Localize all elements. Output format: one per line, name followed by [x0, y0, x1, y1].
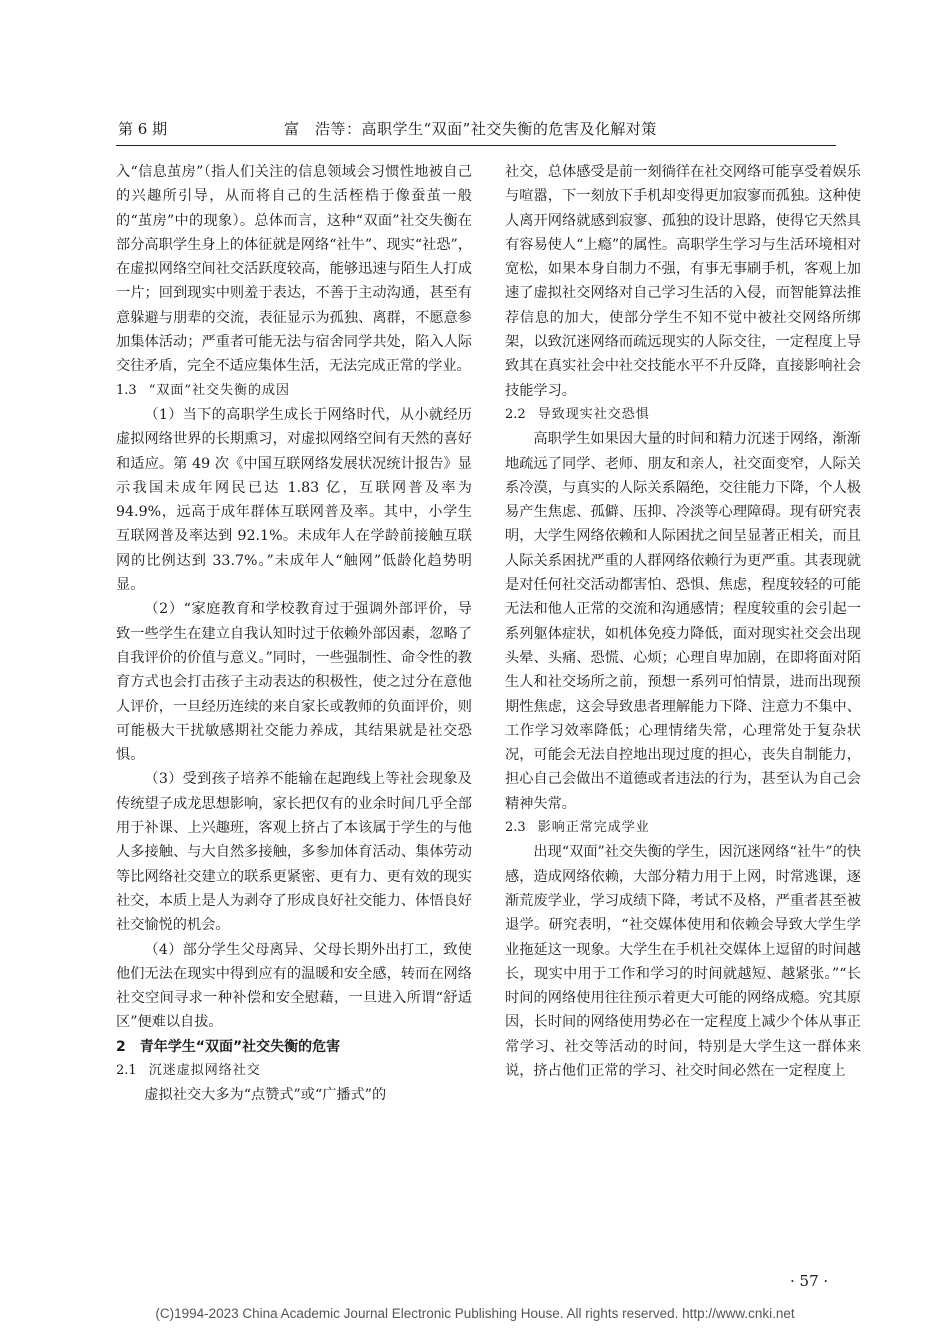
- paragraph: （1）当下的高职学生成长于网络时代，从小就经历虚拟网络世界的长期熏习，对虚拟网络空间有天然的喜好和适应。第 49 次《中国互联网络发展状况统计报告》显示我国未成年网民已达 1.83 亿，互联网普及率为 94.9%，远高于成年群体互联网普及率。其中，小学生互联网普及率达到 92.1%。未成年人在学龄前接触互联网的比例达到 33.7%。”未成年人“触网”低龄化趋势明显。: [116, 406, 472, 594]
- right-column: [505, 160, 861, 1083]
- copyright-footer: (C)1994-2023 China Academic Journal Electronic Publishing House. All rights reserved. http://www.cnki.net: [155, 1306, 795, 1321]
- section-title: 影响正常完成学业: [537, 820, 650, 836]
- section-heading-2-3: [505, 816, 861, 840]
- paragraph: 虚拟社交大多为“点赞式”或“广播式”的: [144, 1087, 387, 1104]
- section-number: 2.3: [505, 820, 526, 836]
- section-heading-2-1: [116, 1059, 472, 1083]
- section-number: 2.1: [116, 1062, 137, 1078]
- paragraph: 出现“双面”社交失衡的学生，因沉迷网络“社牛”的快感，造成网络依赖，大部分精力用于上网，时常逃课，逐渐荒废学业，学习成绩下降，考试不及格，严重者甚至被退学。研究表明，“社交媒体使用和依赖会导致大学生学业拖延这一现象。大学生在手机社交媒体上逗留的时间越长，现实中用于工作和学习的时间就越短、越紧张。”“长时间的网络使用往往预示着更大可能的网络成瘾。究其原因，长时间的网络使用势必在一定程度上减少个体从事正常学习、社交等活动的时间，特别是大学生这一群体来说，挤占他们正常的学习、社交时间必然在一定程度上: [505, 844, 861, 1079]
- paragraph: （4）部分学生父母离异、父母长期外出打工，致使他们无法在现实中得到应有的温暖和安全感，转而在网络社交空间寻求一种补偿和安全慰藉，一旦进入所谓“舒适区”便难以自拔。: [116, 941, 472, 1031]
- header-rule: [116, 145, 836, 146]
- section-heading-1-3: [116, 379, 472, 403]
- section-number: 2: [116, 1038, 126, 1055]
- section-heading-2-2: [505, 403, 861, 427]
- running-title: 富 浩等：高职学生“双面”社交失衡的危害及化解对策: [284, 120, 657, 138]
- section-title: 青年学生“双面”社交失衡的危害: [139, 1038, 341, 1055]
- section-title: “双面”社交失衡的成因: [148, 382, 290, 398]
- paragraph: （2）“家庭教育和学校教育过于强调外部评价，导致一些学生在建立自我认知时过于依赖外部因素，忽略了自我评价的价值与意义。”同时，一些强制性、命令性的教育方式也会打击孩子主动表达的积极性，使之过分在意他人评价，一旦经历连续的来自家长或教师的负面评价，则可能极大干扰敏感期社交能力养成，其结果就是社交恐惧。: [116, 601, 472, 764]
- paragraph: （3）受到孩子培养不能输在起跑线上等社会现象及传统望子成龙思想影响，家长把仅有的业余时间几乎全部用于补课、上兴趣班，客观上挤占了本该属于学生的与他人多接触、与大自然多接触，多参加体育活动、集体劳动等比网络社交建立的联系更紧密、更有力、更有效的现实社交，本质上是人为剥夺了形成良好社交能力、体悟良好社交愉悦的机会。: [116, 771, 472, 934]
- issue-label: 第 6 期: [118, 120, 168, 138]
- section-title: 导致现实社交恐惧: [537, 406, 650, 422]
- left-column: [116, 160, 472, 1108]
- section-heading-2: [116, 1035, 472, 1059]
- paragraph: 社交，总体感受是前一刻徜徉在社交网络可能享受着娱乐与喧嚣，下一刻放下手机却变得更加寂寥而孤独。这种使人离开网络就感到寂寥、孤独的设计思路，使得它天然具有容易使人“上瘾”的属性。高职学生学习与生活环境相对宽松，如果本身自制力不强，有事无事刷手机，客观上加速了虚拟社交网络对自己学习生活的入侵，而智能算法推荐信息的加大，使部分学生不知不觉中被社交网络所绑架，以致沉迷网络而疏远现实的人际交往，一定程度上导致其在真实社会中社交技能水平不升反降，直接影响社会技能学习。: [505, 164, 861, 399]
- section-number: 2.2: [505, 406, 526, 422]
- page-number: · 57 ·: [790, 1272, 829, 1290]
- paragraph: 入“信息茧房”（指人们关注的信息领域会习惯性地被自己的兴趣所引导，从而将自己的生活桎梏于像蚕茧一般的“茧房”中的现象）。总体而言，这种“双面”社交失衡在部分高职学生身上的体征就是网络“社牛”、现实“社恐”，在虚拟网络空间社交活跃度较高，能够迅速与陌生人打成一片；回到现实中则羞于表达，不善于主动沟通，甚至有意躲避与朋辈的交流，表征显示为孤独、离群，不愿意参加集体活动；严重者可能无法与宿舍同学共处，陷入人际交往矛盾，完全不适应集体生活，无法完成正常的学业。: [116, 164, 472, 375]
- paragraph: 高职学生如果因大量的时间和精力沉迷于网络，渐渐地疏远了同学、老师、朋友和亲人，社交面变窄，人际关系冷漠，与真实的人际关系隔绝，交往能力下降，个人极易产生焦虑、孤僻、压抑、冷淡等心理障碍。现有研究表明，大学生网络依赖和人际困扰之间呈显著正相关，而且人际关系困扰严重的人群网络依赖行为更严重。其表现就是对任何社交活动都害怕、恐惧、焦虑，程度较轻的可能无法和他人正常的交流和沟通感情；程度较重的会引起一系列躯体症状，如机体免疫力降低，面对现实社交会出现头晕、头痛、恐慌、心烦；心理自卑加剧，在即将面对陌生人和社交场所之前，预想一系列可怕情景，进而出现预期性焦虑，这会导致患者理解能力下降、注意力不集中、工作学习效率降低；心理情绪失常，心理常处于复杂状况，可能会无法自控地出现过度的担心，丧失自制能力，担心自己会做出不道德或者违法的行为，甚至认为自己会精神失常。: [505, 431, 861, 812]
- section-number: 1.3: [116, 382, 137, 398]
- running-header: [118, 118, 834, 142]
- section-title: 沉迷虚拟网络社交: [148, 1062, 261, 1078]
